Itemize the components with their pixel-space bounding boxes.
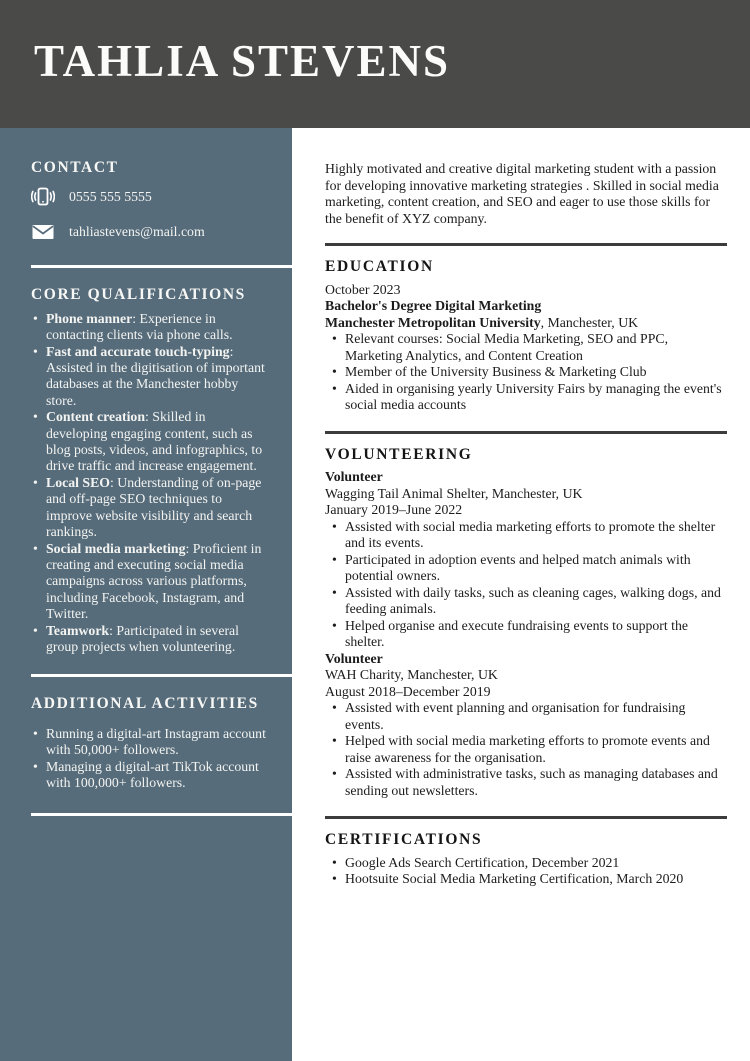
qualification-text: : Assisted in the digitisation of important databases at the Manchester hobby store.	[46, 343, 265, 408]
section-divider	[325, 816, 727, 819]
volunteer-organization: WAH Charity, Manchester, UK	[325, 667, 498, 682]
additional-activities-list	[31, 726, 266, 792]
activity-item: • Running a digital-art Instagram account with 50,000+ followers.	[31, 726, 266, 759]
volunteering-entry	[325, 469, 727, 651]
education-entry	[325, 282, 727, 414]
section-divider	[325, 243, 727, 246]
volunteering-entry	[325, 651, 727, 800]
qualification-text: : Understanding of on-page and off-page SEO techniques to improve website visibility and search rankings.	[46, 474, 262, 540]
main-content	[292, 128, 750, 1061]
volunteer-bullet: • Assisted with administrative tasks, such as managing databases and sending out newsletters.	[325, 766, 727, 799]
volunteer-bullet: • Helped organise and execute fundraising events to support the shelter.	[325, 618, 727, 651]
sidebar-divider	[31, 265, 292, 268]
sidebar	[0, 128, 292, 1061]
core-qualifications-list	[31, 311, 266, 656]
core-qualifications-heading: CORE QUALIFICATIONS	[31, 286, 246, 304]
qualification-label: Social media marketing	[46, 540, 186, 556]
qualification-text: : Participated in several group projects when volunteering.	[46, 622, 239, 654]
education-bullet: • Member of the University Business & Marketing Club	[325, 364, 727, 381]
education-date: October 2023	[325, 281, 401, 297]
volunteer-title: Volunteer	[325, 650, 383, 666]
header-band	[0, 0, 750, 128]
qualification-label: Content creation	[46, 409, 145, 425]
phone-icon	[31, 186, 55, 208]
qualification-label: Teamwork	[46, 622, 110, 638]
education-school-line	[325, 315, 727, 332]
qualification-item	[31, 344, 266, 410]
volunteer-dates: January 2019–June 2022	[325, 502, 463, 517]
volunteer-bullet: • Helped with social media marketing efforts to promote events and raise awareness for the organisation.	[325, 733, 727, 766]
qualification-label: Local SEO	[46, 474, 111, 490]
qualification-item	[31, 409, 266, 475]
section-divider	[325, 431, 727, 434]
qualification-item	[31, 623, 266, 656]
education-school: Manchester Metropolitan University	[325, 314, 541, 330]
contact-section	[31, 186, 266, 243]
mail-icon	[31, 221, 55, 243]
contact-phone-row	[31, 186, 266, 208]
education-bullet: • Aided in organising yearly University Fairs by managing the event's social media accounts	[325, 381, 727, 414]
qualification-text: : Experience in contacting clients via phone calls.	[46, 310, 233, 343]
volunteer-bullet: • Assisted with social media marketing efforts to promote the shelter and its events.	[325, 519, 727, 552]
education-bullets	[325, 331, 727, 414]
sidebar-divider	[31, 813, 292, 816]
qualification-text: : Proficient in creating and executing social media campaigns across various platforms, including Facebook, Instagram, and Twitter.	[46, 540, 262, 622]
qualification-item	[31, 311, 266, 344]
volunteer-organization: Wagging Tail Animal Shelter, Manchester, UK	[325, 485, 583, 501]
contact-phone-value: 0555 555 5555	[69, 189, 152, 205]
volunteering-heading: VOLUNTEERING	[325, 445, 473, 463]
volunteer-bullet: • Participated in adoption events and helped match animals with potential owners.	[325, 552, 727, 585]
contact-email-row	[31, 221, 266, 243]
contact-email-value: tahliastevens@mail.com	[69, 224, 205, 240]
volunteer-bullets	[325, 700, 727, 799]
certification-item: • Hootsuite Social Media Marketing Certification, March 2020	[325, 871, 727, 888]
qualification-item	[31, 475, 266, 541]
education-degree: Bachelor's Degree Digital Marketing	[325, 298, 542, 313]
activity-item: • Managing a digital-art TikTok account with 100,000+ followers.	[31, 759, 266, 792]
volunteer-bullets	[325, 519, 727, 651]
contact-heading: CONTACT	[31, 159, 119, 176]
qualification-label: Fast and accurate touch-typing	[46, 343, 230, 359]
education-location: , Manchester, UK	[540, 314, 639, 330]
education-bullet: • Relevant courses: Social Media Marketing, SEO and PPC, Marketing Analytics, and Content Creation	[325, 331, 727, 364]
volunteer-title: Volunteer	[325, 469, 383, 484]
qualification-item	[31, 541, 266, 623]
volunteer-bullet: • Assisted with event planning and organisation for fundraising events.	[325, 700, 727, 733]
qualification-text: : Skilled in developing engaging content, such as blog posts, videos, and infographics, to drive traffic and increase engagement.	[46, 409, 263, 474]
certification-item: • Google Ads Search Certification, December 2021	[325, 855, 727, 872]
certifications-heading: CERTIFICATIONS	[325, 831, 483, 848]
education-heading: EDUCATION	[325, 258, 434, 275]
volunteer-bullet: • Assisted with daily tasks, such as cleaning cages, walking dogs, and feeding animals.	[325, 585, 727, 618]
person-name: TAHLIA STEVENS	[34, 35, 451, 86]
additional-activities-heading: ADDITIONAL ACTIVITIES	[31, 695, 259, 713]
volunteer-dates: August 2018–December 2019	[325, 683, 491, 699]
certifications-list	[325, 855, 727, 888]
sidebar-divider	[31, 674, 292, 677]
summary-paragraph: Highly motivated and creative digital marketing student with a passion for developing innovative marketing strategies . Skilled in social media marketing, content creation, and SEO and eager to use those skills for the benefit of XYZ company.	[325, 161, 719, 226]
qualification-label: Phone manner	[46, 310, 133, 326]
